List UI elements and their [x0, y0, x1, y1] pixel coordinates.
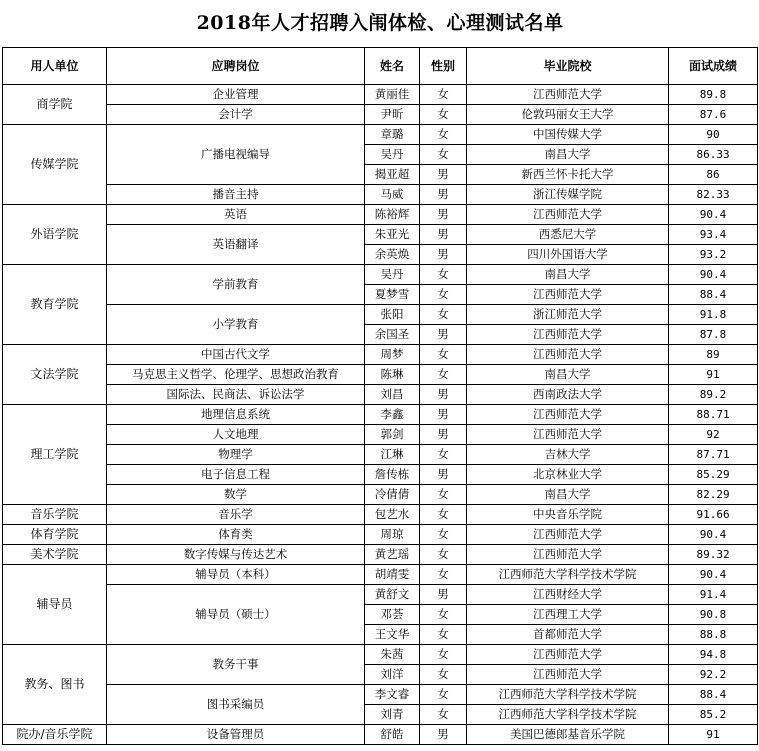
school-cell: 江西师范大学	[467, 645, 669, 665]
score-cell: 90.4	[669, 265, 758, 285]
header-unit: 用人单位	[3, 48, 107, 85]
header-row	[3, 48, 758, 85]
post-cell: 教务干事	[107, 645, 365, 685]
results-table	[2, 0, 758, 745]
unit-cell: 教务、图书	[3, 645, 107, 725]
gender-cell: 女	[420, 645, 467, 665]
gender-cell: 男	[420, 385, 467, 405]
school-cell: 南昌大学	[467, 365, 669, 385]
score-cell: 88.71	[669, 405, 758, 425]
post-cell: 电子信息工程	[107, 465, 365, 485]
table-row	[3, 205, 758, 225]
gender-cell: 女	[420, 705, 467, 725]
name-cell: 冷倩倩	[365, 485, 420, 505]
score-cell: 85.29	[669, 465, 758, 485]
score-cell: 88.8	[669, 625, 758, 645]
post-cell: 辅导员（本科）	[107, 565, 365, 585]
gender-cell: 女	[420, 665, 467, 685]
score-cell: 94.8	[669, 645, 758, 665]
table-row	[3, 385, 758, 405]
score-cell: 87.71	[669, 445, 758, 465]
unit-cell: 文法学院	[3, 345, 107, 405]
score-cell: 91.4	[669, 585, 758, 605]
name-cell: 郭剑	[365, 425, 420, 445]
table-row	[3, 445, 758, 465]
score-cell: 87.8	[669, 325, 758, 345]
table-row	[3, 225, 758, 245]
unit-cell: 美术学院	[3, 545, 107, 565]
school-cell: 美国巴德郎基音乐学院	[467, 725, 669, 745]
table-row	[3, 545, 758, 565]
school-cell: 江西师范大学	[467, 525, 669, 545]
school-cell: 浙江师范大学	[467, 305, 669, 325]
score-cell: 89	[669, 345, 758, 365]
score-cell: 92	[669, 425, 758, 445]
school-cell: 伦敦玛丽女王大学	[467, 105, 669, 125]
name-cell: 陈裕辉	[365, 205, 420, 225]
page-title: 2018年人才招聘入闱体检、心理测试名单	[3, 0, 758, 48]
score-cell: 91	[669, 365, 758, 385]
gender-cell: 男	[420, 725, 467, 745]
score-cell: 93.4	[669, 225, 758, 245]
name-cell: 刘洋	[365, 665, 420, 685]
post-cell: 英语	[107, 205, 365, 225]
score-cell: 90	[669, 125, 758, 145]
school-cell: 首都师范大学	[467, 625, 669, 645]
name-cell: 舒皓	[365, 725, 420, 745]
name-cell: 刘青	[365, 705, 420, 725]
table-row	[3, 105, 758, 125]
table-row	[3, 525, 758, 545]
school-cell: 新西兰怀卡托大学	[467, 165, 669, 185]
school-cell: 中国传媒大学	[467, 125, 669, 145]
table-row	[3, 85, 758, 105]
header-post: 应聘岗位	[107, 48, 365, 85]
post-cell: 学前教育	[107, 265, 365, 305]
gender-cell: 女	[420, 105, 467, 125]
name-cell: 朱茜	[365, 645, 420, 665]
header-name: 姓名	[365, 48, 420, 85]
gender-cell: 男	[420, 465, 467, 485]
name-cell: 胡靖雯	[365, 565, 420, 585]
score-cell: 89.8	[669, 85, 758, 105]
table-row	[3, 585, 758, 605]
score-cell: 89.2	[669, 385, 758, 405]
score-cell: 87.6	[669, 105, 758, 125]
gender-cell: 女	[420, 285, 467, 305]
unit-cell: 商学院	[3, 85, 107, 125]
post-cell: 数学	[107, 485, 365, 505]
post-cell: 人文地理	[107, 425, 365, 445]
school-cell: 南昌大学	[467, 265, 669, 285]
name-cell: 章璐	[365, 125, 420, 145]
school-cell: 南昌大学	[467, 485, 669, 505]
school-cell: 江西师范大学	[467, 325, 669, 345]
unit-cell: 外语学院	[3, 205, 107, 265]
unit-cell: 辅导员	[3, 565, 107, 645]
unit-cell: 院办/音乐学院	[3, 725, 107, 745]
name-cell: 揭亚超	[365, 165, 420, 185]
name-cell: 尹昕	[365, 105, 420, 125]
post-cell: 设备管理员	[107, 725, 365, 745]
score-cell: 90.4	[669, 205, 758, 225]
gender-cell: 男	[420, 585, 467, 605]
name-cell: 黄艺瑶	[365, 545, 420, 565]
unit-cell: 音乐学院	[3, 505, 107, 525]
post-cell: 地理信息系统	[107, 405, 365, 425]
school-cell: 江西师范大学科学技术学院	[467, 705, 669, 725]
name-cell: 包艺水	[365, 505, 420, 525]
gender-cell: 男	[420, 205, 467, 225]
table-row	[3, 265, 758, 285]
table-row	[3, 185, 758, 205]
score-cell: 89.32	[669, 545, 758, 565]
school-cell: 江西师范大学	[467, 425, 669, 445]
school-cell: 江西师范大学	[467, 545, 669, 565]
post-cell: 数字传媒与传达艺术	[107, 545, 365, 565]
gender-cell: 女	[420, 365, 467, 385]
name-cell: 李鑫	[365, 405, 420, 425]
gender-cell: 男	[420, 225, 467, 245]
score-cell: 91	[669, 725, 758, 745]
gender-cell: 女	[420, 565, 467, 585]
gender-cell: 女	[420, 505, 467, 525]
name-cell: 余英焕	[365, 245, 420, 265]
gender-cell: 男	[420, 165, 467, 185]
score-cell: 93.2	[669, 245, 758, 265]
gender-cell: 女	[420, 445, 467, 465]
post-cell: 播音主持	[107, 185, 365, 205]
score-cell: 88.4	[669, 685, 758, 705]
gender-cell: 女	[420, 265, 467, 285]
school-cell: 浙江传媒学院	[467, 185, 669, 205]
gender-cell: 女	[420, 545, 467, 565]
gender-cell: 女	[420, 525, 467, 545]
table-row	[3, 345, 758, 365]
gender-cell: 男	[420, 425, 467, 445]
gender-cell: 女	[420, 145, 467, 165]
table-row	[3, 565, 758, 585]
school-cell: 江西师范大学	[467, 85, 669, 105]
table-row	[3, 465, 758, 485]
post-cell: 广播电视编导	[107, 125, 365, 185]
gender-cell: 女	[420, 605, 467, 625]
score-cell: 92.2	[669, 665, 758, 685]
table-row	[3, 685, 758, 705]
name-cell: 吴丹	[365, 145, 420, 165]
school-cell: 吉林大学	[467, 445, 669, 465]
score-cell: 88.4	[669, 285, 758, 305]
name-cell: 邓荟	[365, 605, 420, 625]
gender-cell: 男	[420, 245, 467, 265]
name-cell: 黄舒文	[365, 585, 420, 605]
school-cell: 江西师范大学	[467, 405, 669, 425]
gender-cell: 女	[420, 345, 467, 365]
school-cell: 西南政法大学	[467, 385, 669, 405]
table-row	[3, 125, 758, 145]
school-cell: 中央音乐学院	[467, 505, 669, 525]
school-cell: 四川外国语大学	[467, 245, 669, 265]
name-cell: 吴丹	[365, 265, 420, 285]
name-cell: 夏梦雪	[365, 285, 420, 305]
name-cell: 李文睿	[365, 685, 420, 705]
score-cell: 90.8	[669, 605, 758, 625]
name-cell: 张阳	[365, 305, 420, 325]
gender-cell: 女	[420, 625, 467, 645]
school-cell: 南昌大学	[467, 145, 669, 165]
score-cell: 90.4	[669, 525, 758, 545]
gender-cell: 女	[420, 685, 467, 705]
gender-cell: 男	[420, 325, 467, 345]
name-cell: 朱亚光	[365, 225, 420, 245]
school-cell: 江西财经大学	[467, 585, 669, 605]
name-cell: 周琼	[365, 525, 420, 545]
gender-cell: 男	[420, 405, 467, 425]
gender-cell: 女	[420, 305, 467, 325]
school-cell: 北京林业大学	[467, 465, 669, 485]
score-cell: 86.33	[669, 145, 758, 165]
name-cell: 黄丽佳	[365, 85, 420, 105]
unit-cell: 体育学院	[3, 525, 107, 545]
post-cell: 图书采编员	[107, 685, 365, 725]
score-cell: 90.4	[669, 565, 758, 585]
name-cell: 詹传栋	[365, 465, 420, 485]
post-cell: 中国古代文学	[107, 345, 365, 365]
score-cell: 85.2	[669, 705, 758, 725]
table-row	[3, 305, 758, 325]
score-cell: 86	[669, 165, 758, 185]
gender-cell: 女	[420, 125, 467, 145]
score-cell: 82.33	[669, 185, 758, 205]
spreadsheet	[2, 0, 758, 745]
post-cell: 小学教育	[107, 305, 365, 345]
post-cell: 体育类	[107, 525, 365, 545]
header-gender: 性别	[420, 48, 467, 85]
school-cell: 江西师范大学	[467, 665, 669, 685]
unit-cell: 理工学院	[3, 405, 107, 505]
name-cell: 王文华	[365, 625, 420, 645]
table-row	[3, 405, 758, 425]
school-cell: 江西师范大学科学技术学院	[467, 565, 669, 585]
unit-cell: 传媒学院	[3, 125, 107, 205]
school-cell: 江西理工大学	[467, 605, 669, 625]
header-school: 毕业院校	[467, 48, 669, 85]
score-cell: 91.8	[669, 305, 758, 325]
table-row	[3, 725, 758, 745]
table-row	[3, 505, 758, 525]
post-cell: 英语翻译	[107, 225, 365, 265]
table-row	[3, 365, 758, 385]
school-cell: 江西师范大学	[467, 345, 669, 365]
score-cell: 82.29	[669, 485, 758, 505]
name-cell: 刘昌	[365, 385, 420, 405]
name-cell: 马威	[365, 185, 420, 205]
post-cell: 企业管理	[107, 85, 365, 105]
post-cell: 会计学	[107, 105, 365, 125]
name-cell: 周梦	[365, 345, 420, 365]
school-cell: 江西师范大学	[467, 285, 669, 305]
post-cell: 马克思主义哲学、伦理学、思想政治教育	[107, 365, 365, 385]
post-cell: 音乐学	[107, 505, 365, 525]
header-score: 面试成绩	[669, 48, 758, 85]
post-cell: 辅导员（硕士）	[107, 585, 365, 645]
gender-cell: 女	[420, 485, 467, 505]
school-cell: 江西师范大学	[467, 205, 669, 225]
table-row	[3, 425, 758, 445]
gender-cell: 男	[420, 185, 467, 205]
score-cell: 91.66	[669, 505, 758, 525]
table-row	[3, 645, 758, 665]
school-cell: 西悉尼大学	[467, 225, 669, 245]
school-cell: 江西师范大学科学技术学院	[467, 685, 669, 705]
gender-cell: 女	[420, 85, 467, 105]
post-cell: 物理学	[107, 445, 365, 465]
unit-cell: 教育学院	[3, 265, 107, 345]
name-cell: 江琳	[365, 445, 420, 465]
name-cell: 余国圣	[365, 325, 420, 345]
table-row	[3, 485, 758, 505]
post-cell: 国际法、民商法、诉讼法学	[107, 385, 365, 405]
name-cell: 陈琳	[365, 365, 420, 385]
